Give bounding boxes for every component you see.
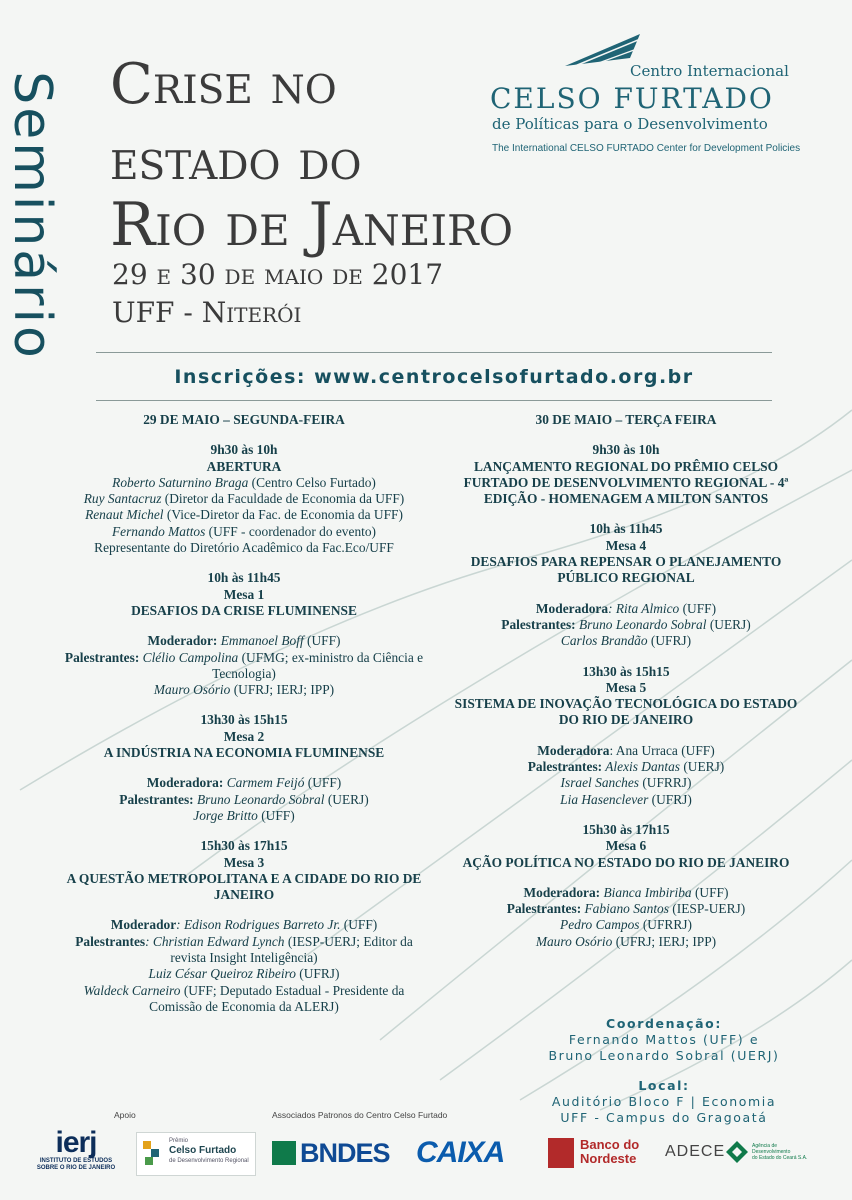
person-inst: (UFMG; ex-ministro da Ciência e Tecnologia) [212,649,424,681]
mesa6-time: 15h30 às 17h15 [582,821,670,837]
mesa4-moderator [446,601,806,617]
role-label: Palestrantes [75,933,146,949]
logo-line-1: Centro Internacional [630,62,789,80]
launch-title: LANÇAMENTO REGIONAL DO PRÊMIO CELSO FURTADO DE DESENVOLVIMENTO REGIONAL - 4ª EDIÇÃO - HOMENAGEM A MILTON SANTOS [463,458,789,507]
mesa3-block [56,838,432,1015]
coordination-label: Coordenação: [606,1016,722,1031]
mesa6-block [446,822,806,950]
mesa2-speaker-1 [56,792,432,808]
bndes-logo-icon [272,1141,296,1165]
person-inst: (UFRJ; IERJ; IPP) [612,933,717,949]
side-title-text: Seminário [2,71,62,361]
opening-title: ABERTURA [206,458,282,474]
mesa3-speaker-3 [56,983,432,1016]
mesa1-time: 10h às 11h45 [207,570,281,586]
spacer [56,903,432,917]
mesa6-label: Mesa 6 [605,838,647,854]
bnb-line-2: Nordeste [580,1151,637,1166]
opening-person-4 [56,524,432,540]
mesa5-block [446,664,806,808]
ierj-logo-text: ierj [55,1126,97,1159]
mesa3-title: A QUESTÃO METROPOLITANA E A CIDADE DO RIO DE JANEIRO [66,870,422,903]
adece-logo-icon [725,1140,749,1164]
person-name: Fabiano Santos [581,901,669,917]
person-inst: (UFRRJ) [639,917,692,933]
launch-time: 9h30 às 10h [592,442,660,458]
person-name: Lia Hasenclever [560,791,649,807]
person-inst: (UFF; Deputado Estadual - Presidente da Comissão de Economia da ALERJ) [149,982,405,1014]
adece-logo-text: ADECE [665,1143,726,1160]
caixa-logo: CAIXA [416,1136,505,1169]
mesa4-speaker-1 [446,617,806,633]
spacer [446,729,806,743]
spacer [446,871,806,885]
role-label: Moderador [110,917,177,933]
mesa4-label: Mesa 4 [605,537,647,553]
person-inst: (UFF) [304,775,342,791]
person-inst: (UFRJ; IERJ; IPP) [230,682,335,698]
local-line-2: UFF - Campus do Gragoatá [560,1110,768,1125]
premio-sub: de Desenvolvimento Regional [169,1158,249,1164]
role-label: Palestrantes: [527,759,603,775]
premio-logo [136,1132,256,1176]
coordination-line-2: Bruno Leonardo Sobral (UERJ) [548,1048,780,1063]
role-label: Moderador: [147,633,218,649]
coordination-local [476,1016,852,1126]
person-inst: (UFRJ) [647,633,692,649]
adece-sub [752,1143,807,1161]
spacer [56,619,432,633]
spacer [476,1064,852,1078]
mesa5-moderator [446,743,806,759]
divider-top [96,352,772,353]
mesa2-speaker-2 [56,808,432,824]
person-name: Fernando Mattos [111,523,206,539]
mesa5-speaker-1 [446,759,806,775]
mesa3-time: 15h30 às 17h15 [200,838,288,854]
person-inst: (UFF) [257,807,295,823]
person-inst: (UERJ) [706,616,751,632]
event-dates: 29 e 30 de maio de 2017 [112,258,444,291]
person-name: Ruy Santacruz [83,491,162,507]
person-name: Bruno Leonardo Sobral [575,616,707,632]
mesa6-speaker-1 [446,901,806,917]
patrons-label: Associados Patronos do Centro Celso Furtado [272,1110,448,1120]
logo-line-4: The International CELSO FURTADO Center for Development Policies [492,143,801,154]
person-name: Carlos Brandão [560,633,648,649]
mesa5-speaker-3 [446,792,806,808]
mesa5-time: 13h30 às 15h15 [582,663,670,679]
role-label: Moderadora: [523,884,601,900]
person-inst: (UFRJ) [648,791,692,807]
banco-nordeste-text [580,1138,639,1166]
person-name: Bruno Leonardo Sobral [193,791,325,807]
mesa4-title: DESAFIOS PARA REPENSAR O PLANEJAMENTO PÚBLICO REGIONAL [470,554,782,586]
adece-sub-2: Desenvolvimento [752,1149,791,1155]
title-line-1: Crise no [110,52,337,117]
mesa4-speaker-2 [446,633,806,649]
person-name: Emmanoel Boff [217,633,304,649]
bnb-line-1: Banco do [580,1137,640,1152]
mesa2-moderator [56,775,432,791]
person-inst: (UFRJ) [295,966,340,982]
title-line-3: Rio de Janeiro [110,190,514,260]
person-name: Luiz César Queiroz Ribeiro [148,966,296,982]
person-name: : Christian Edward Lynch [145,933,285,949]
person-inst: (UFF) [691,884,729,900]
mesa1-speaker-2 [56,682,432,698]
person-name: Clélio Campolina [139,649,239,665]
opening-person-2 [56,491,432,507]
logo-line-3: de Políticas para o Desenvolvimento [492,115,768,133]
person-inst: (UFRRJ) [639,775,692,791]
person-name: Mauro Osório [153,682,231,698]
premio-logo-icon [141,1139,167,1169]
logo-line-2: CELSO FURTADO [490,82,774,115]
person-name: : Edison Rodrigues Barreto Jr. [176,917,341,933]
side-title [2,36,62,396]
person-role: (UFF - coordenador do evento) [205,523,377,539]
mesa3-label: Mesa 3 [223,854,265,870]
premio-top: Prêmio [169,1138,189,1144]
opening-block [56,442,432,556]
mesa5-label: Mesa 5 [605,679,647,695]
role-label: Moderadora: [146,775,224,791]
spacer [56,761,432,775]
adece-sub-3: do Estado do Ceará S.A. [752,1155,808,1161]
title-line-2: estado do [110,128,362,193]
mesa4-time: 10h às 11h45 [589,521,663,537]
day2-column [446,412,806,964]
person-inst: (IESP-UERJ) [668,901,746,917]
local-label: Local: [638,1078,690,1093]
local-line-1: Auditório Bloco F | Economia [551,1094,777,1109]
person-inst: (IESP-UERJ; Editor da revista Insight Inteligência) [170,933,413,966]
ierj-logo [36,1128,116,1178]
person-name: Waldeck Carneiro [83,982,181,998]
person-name: Pedro Campos [560,917,640,933]
day1-header: 29 DE MAIO – SEGUNDA-FEIRA [143,412,345,427]
mesa1-title: DESAFIOS DA CRISE FLUMINENSE [131,602,357,618]
mesa6-speaker-2 [446,917,806,933]
support-label: Apoio [114,1110,136,1120]
person-role: (Vice-Diretor da Fac. de Economia da UFF) [163,507,403,523]
person-inst: (UFF) [303,633,341,649]
role-label: Moderadora [537,742,610,758]
ierj-logo-sub-2: SOBRE O RIO DE JANEIRO [36,1165,116,1171]
person-name: : Ana Urraca (UFF) [609,742,715,758]
role-label: Palestrantes: [501,616,576,632]
divider-bottom [96,400,772,401]
person-name: Renaut Michel [85,507,164,523]
opening-person-3 [56,507,432,523]
role-label: Moderadora [535,600,609,616]
mesa6-moderator [446,885,806,901]
person-name: Jorge Britto [193,807,258,823]
mesa6-title: AÇÃO POLÍTICA NO ESTADO DO RIO DE JANEIRO [462,854,790,870]
mesa1-label: Mesa 1 [223,586,265,602]
mesa3-moderator [56,917,432,933]
mesa3-speaker-2 [56,966,432,982]
adece-sub-1: Agência de [752,1143,778,1149]
spacer [446,587,806,601]
person-inst: (UFF) [340,917,378,933]
person-name: Bianca Imbiriba [600,884,692,900]
person-name: : Rita Almico [608,600,680,616]
mesa6-speaker-3 [446,934,806,950]
banco-nordeste-logo-icon [548,1138,574,1168]
mesa2-title: A INDÚSTRIA NA ECONOMIA FLUMINENSE [103,745,385,761]
person-inst: (UFF) [679,600,717,616]
person-name: Carmem Feijó [223,775,305,791]
mesa3-speaker-1 [56,934,432,967]
person-name: Mauro Osório [535,933,613,949]
ierj-logo-sub-1: INSTITUTO DE ESTUDOS [39,1158,113,1164]
person-role: (Diretor da Faculdade de Economia da UFF) [161,491,405,507]
mesa5-title: SISTEMA DE INOVAÇÃO TECNOLÓGICA DO ESTADO DO RIO DE JANEIRO [454,696,798,728]
coordination-line-1: Fernando Mattos (UFF) e [568,1032,760,1047]
opening-person-1 [56,475,432,491]
role-label: Palestrantes: [506,901,582,917]
person-role: (Centro Celso Furtado) [248,474,376,490]
mesa1-speaker-1 [56,650,432,683]
role-label: Palestrantes: [119,791,194,807]
registration-link[interactable]: Inscrições: www.centrocelsofurtado.org.br [174,366,694,388]
mesa2-block [56,712,432,824]
mesa4-block [446,521,806,649]
bndes-logo-text: BNDES [300,1138,390,1168]
person-name: Israel Sanches [560,775,639,791]
mesa1-moderator [56,633,432,649]
launch-block [446,442,806,507]
opening-time: 9h30 às 10h [210,442,278,458]
mesa2-time: 13h30 às 15h15 [200,712,288,728]
mesa2-label: Mesa 2 [223,728,265,744]
mesa5-speaker-2 [446,775,806,791]
opening-person-5: Representante do Diretório Acadêmico da Fac.Eco/UFF [94,540,394,556]
mesa1-block [56,570,432,698]
person-inst: (UERJ) [324,791,369,807]
person-name: Roberto Saturnino Braga [112,474,249,490]
person-name: Alexis Dantas [602,759,680,775]
premio-main: Celso Furtado [169,1145,237,1156]
role-label: Palestrantes: [64,649,140,665]
day2-header: 30 DE MAIO – TERÇA FEIRA [535,412,717,427]
day1-column [56,412,432,1029]
event-place: UFF - Niterói [112,296,302,329]
person-inst: (UERJ) [679,759,725,775]
